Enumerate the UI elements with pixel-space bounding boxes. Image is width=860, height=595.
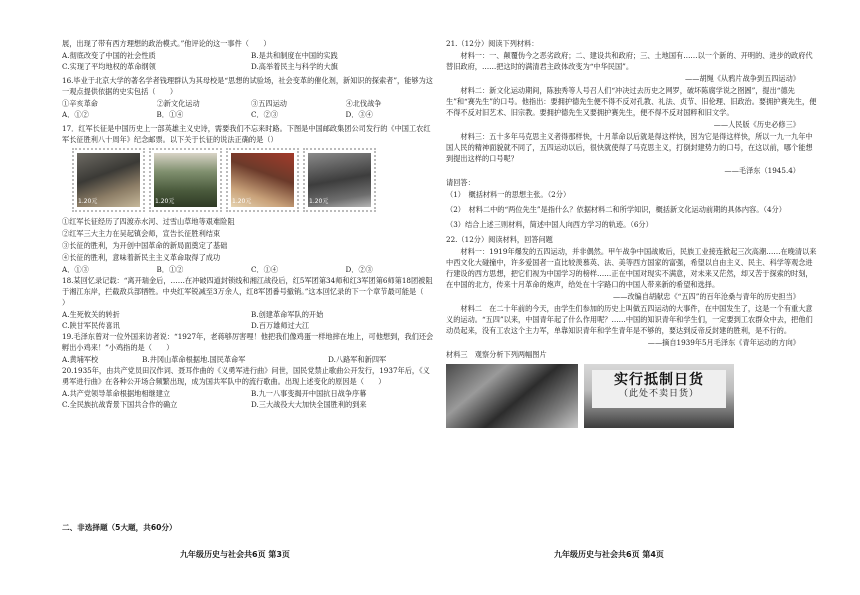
material-source: ——毛泽东（1945.4） xyxy=(724,166,800,175)
option[interactable]: A.共产党领导革命根据地相继建立 xyxy=(62,389,171,398)
q18-options xyxy=(62,309,434,331)
q20-stem: 20.1935年，由共产党员田汉作词、聂耳作曲的《义勇军进行曲》问世，国民党禁止歌曲公开发行，1937年后，《义勇军进行曲》在各种公开场合频繁出现，成为国共军队中的流行歌曲。出现上述变化的原因是（ ） xyxy=(62,366,430,386)
sub-question: （1） 概括材料一的思想主张。（2分） xyxy=(446,190,571,199)
option[interactable]: B.创建革命军队的开始 xyxy=(251,310,324,319)
q16-stem: 16.毕业于北京大学的著名学者钱理群认为其母校是“思想的试验场，社会变革的催化剂，新知识的探索者”，能够为这一观点提供依据的史实包括（ ） xyxy=(62,76,433,96)
option[interactable]: D.高举着民主与科学的大旗 xyxy=(251,62,338,71)
q22-title: 22.（12分）阅读材料，回答问题 xyxy=(446,235,553,244)
option[interactable]: B.九一八事变揭开中国抗日战争序幕 xyxy=(251,389,367,398)
q15-tail: 展，出现了带有西方理想的政治模式。”他评论的这一事件（ ） xyxy=(62,39,271,48)
q15-options xyxy=(62,50,434,72)
ask-label: 请回答： xyxy=(446,178,475,187)
q17-item: ①红军长征经历了四渡赤水河、过雪山草地等艰难险阻 xyxy=(62,217,235,226)
sub-question: （3）结合上述三则材料，简述中国人向西方学习的轨迹。（6分） xyxy=(446,220,653,229)
option[interactable]: B．①④ xyxy=(156,110,184,119)
boycott-sign-sub: （此处不卖日货） xyxy=(618,389,699,399)
boycott-sign-text: 实行抵制日货 xyxy=(614,372,704,388)
stamp-row xyxy=(72,148,434,212)
q21-title: 21.（12分）阅读下列材料： xyxy=(446,39,539,48)
stamp-value: 1.20元 xyxy=(232,198,252,205)
q19-stem: 19.毛泽东曾对一位外国来访者说：“1927年，老蒋够厉害哩！他把我们像鸡蛋一样地摔在地上，可他想到，我们还会孵出小鸡来！”小鸡指的是（ ） xyxy=(62,332,434,352)
option[interactable]: B.井冈山革命根据地.国民革命军 xyxy=(142,355,246,364)
boycott-photo xyxy=(584,364,734,428)
material-1: 材料一：一、颠覆伪今之恶劣政府；二、建设共和政府；三、土地国有……以一个新的、开明的、进步的政府代替旧政府，……把这时的满清君主政体改变为“中华民国”。 xyxy=(446,51,813,71)
right-page xyxy=(446,38,818,428)
option[interactable]: D．③④ xyxy=(345,110,373,119)
item: ②新文化运动 xyxy=(156,99,200,108)
q16-options xyxy=(62,109,434,120)
stamp-value: 1.20元 xyxy=(78,198,98,205)
stamp-image xyxy=(149,148,222,212)
left-page xyxy=(62,38,438,410)
option[interactable]: D.三大战役大大加快全国胜利的到来 xyxy=(251,400,367,409)
q17-item: ④长征的胜利，意味着新民主主义革命取得了成功 xyxy=(62,253,221,262)
material-source: ——人民版《历史必修三》 xyxy=(713,120,800,129)
material-3: 材料三：五十多年马克思主义者得那样快，十月革命以后就是得这样快，因为它是得这样快，所以一九一九年中国人民的精神面貌就不同了，五四运动以后，很快就使得了马克思主义，打倒封建势力的口号，在这以前，哪个能想到提出这样的口号呢？ xyxy=(446,132,813,163)
q17-options xyxy=(62,264,434,275)
option[interactable]: A．①③ xyxy=(62,265,89,274)
option[interactable]: C．②③ xyxy=(251,110,279,119)
stamp-value: 1.20元 xyxy=(309,198,329,205)
option[interactable]: B.是共和制度在中国的实践 xyxy=(251,51,338,60)
sub-question: （2） 材料二中的“两位先生”是指什么？依据材料二和所学知识，概括新文化运动前期的具体内容。（4分） xyxy=(446,205,786,214)
stamp-image xyxy=(72,148,145,212)
option[interactable]: C．①④ xyxy=(251,265,279,274)
item: ①辛亥革命 xyxy=(62,99,98,108)
stamp-value: 1.20元 xyxy=(155,198,175,205)
option[interactable]: B．①② xyxy=(156,265,184,274)
material-22-3: 材料三 观察分析下列两幅图片 xyxy=(446,350,547,359)
q18-stem: 18.某回忆录记载：“离开瑞金后，……在冲破四道封锁线和湘江战役后，红5军团第34师和红3军团第6师第18团被阻于湘江东岸，拦截敌兵部牺牲。中央红军锐减至3万余人，红8军团番号撤销。”这本回忆录的下一个章节最可能是（ ） xyxy=(62,276,438,307)
option[interactable]: A.彻底改变了中国的社会性质 xyxy=(62,51,156,60)
page-footer: 九年级历史与社会共6页 第3页 xyxy=(180,550,290,559)
photo-row xyxy=(446,364,818,428)
stamp-image xyxy=(226,148,299,212)
q16-items xyxy=(62,98,434,109)
material-source: ——改编自胡献忠《“五四”的百年沧桑与青年的历史担当》 xyxy=(612,292,800,301)
stamp-image xyxy=(303,148,376,212)
option[interactable]: A.黄埔军校 xyxy=(62,355,99,364)
option[interactable]: C.实现了平均地权的革命纲领 xyxy=(62,62,156,71)
material-22-1: 材料一：1919年爆发的五四运动，并非偶然。甲午战争中国战败后，民族工业接连掀起三次高潮……在晚清以来中西文化大碰撞中，许多爱国者一直比较羡慕英、法、美等西方国家的富强，希望以自由主义、民主、科学等观念进行建设的西方思想，把它们视为中国学习的榜样……正在中国对现实不满意，对未来又茫然，却又苦于探索的时刻，在中国的北方，传来十月革命的炮声，给处在十字路口的中国人带来新的希望和选择。 xyxy=(446,247,817,289)
page-footer: 九年级历史与社会共6页 第4页 xyxy=(554,550,664,559)
option[interactable]: A.生死攸关的转折 xyxy=(62,310,120,319)
option[interactable]: D.八路军和新四军 xyxy=(328,355,387,364)
option[interactable]: A．①② xyxy=(62,110,89,119)
q17-item: ③长征的胜利，为开创中国革命的新局面奠定了基础 xyxy=(62,241,228,250)
material-2: 材料二：新文化运动期间，陈独秀等人号召人们“冲决过去历史之网罗，破坏陈腐学说之囹圄”，提出“德先生”和“赛先生”的口号。他指出：要拥护德先生便不得不反对孔教、礼法、贞节、旧伦理、旧政治。要拥护赛先生，便不得不反对旧艺术、旧宗教。要拥护德先生又要拥护赛先生，便不得不反对国粹和旧文学。 xyxy=(446,86,817,117)
option[interactable]: D.百万雄师过大江 xyxy=(251,321,310,330)
option[interactable]: D．②③ xyxy=(345,265,373,274)
item: ④北伐战争 xyxy=(345,99,382,108)
item: ③五四运动 xyxy=(251,99,287,108)
material-source: ——胡绳《从鸦片战争到五四运动》 xyxy=(684,74,800,83)
section-heading: 二、非选择题（5大题，共60分） xyxy=(62,523,177,532)
material-source: ——摘自1939年5月毛泽东《青年运动的方向》 xyxy=(647,338,800,347)
option[interactable]: C.陕甘军民传喜讯 xyxy=(62,321,120,330)
q17-stem: 17．红军长征是中国历史上一部英雄主义史诗，需要我们不忘来时路。下图是中国邮政集团公司发行的《中国工农红军长征胜利八十周年》纪念邮票。以下关于长征的说法正确的是（） xyxy=(62,124,431,144)
q20-options xyxy=(62,388,434,410)
option[interactable]: C.全民族抗战背景下国共合作的确立 xyxy=(62,400,178,409)
q17-item: ②红军三大主力在吴起镇会师，宣告长征胜利结束 xyxy=(62,229,221,238)
material-22-2: 材料二 在二十年前的今天，由学生们参加的历史上叫做五四运动的大事件，在中国发生了，这是一个有重大意义的运动。“五四”以来，中国青年起了什么作用呢？……中国的知识青年和学生们，一定要到工农群众中去，把他们动员起来，没有工农这个主力军，单靠知识青年和学生青年是不够的，要达到反帝反封建的胜利，是不行的。 xyxy=(446,304,813,335)
q19-options xyxy=(62,354,434,365)
protest-photo xyxy=(446,364,578,428)
